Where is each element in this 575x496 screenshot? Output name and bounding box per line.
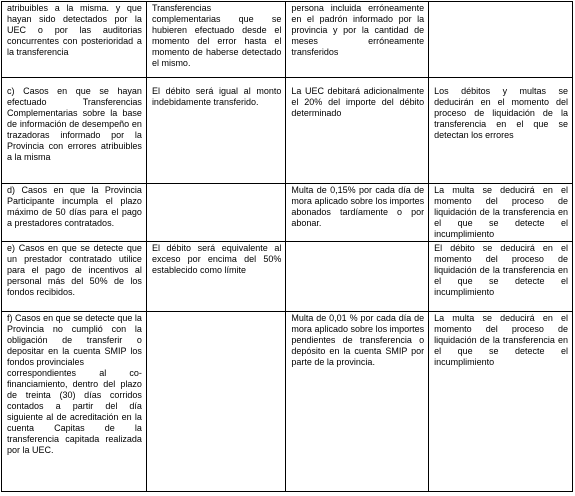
table-cell: Multa de 0,15% por cada día de mora aplicado sobre los importes abonados tardíamente o por abonar. (286, 184, 429, 242)
table-cell: La UEC debitará adicionalmente el 20% del importe del débito determinado (286, 78, 429, 184)
table-cell: Multa de 0,01 % por cada día de mora aplicado sobre los importes pendientes de transferencia o depósito en la cuenta SMIP por parte de la provincia. (286, 312, 429, 492)
cell-text-continuation: correspondientes al co-financiamiento, dentro del plazo de treinta (30) días corridos contados a partir del día siguiente al de acreditación en la cuenta Capitas de la transferencia capitada realizada por la UEC. (7, 368, 142, 455)
table-row (2, 78, 573, 184)
table-row (2, 312, 573, 492)
table-cell (146, 184, 285, 242)
table-cell: El débito será igual al monto indebidamente transferido. (146, 78, 285, 184)
table-cell: d) Casos en que la Provincia Participante incumpla el plazo máximo de 50 días para el pago a prestadores contratados. (2, 184, 147, 242)
table-cell: atribuibles a la misma. y que hayan sido detectados por la UEC o por las auditorias concurrentes con posterioridad a la transferencia (2, 2, 147, 78)
table-row (2, 184, 573, 242)
penalties-table (1, 1, 573, 492)
table-row (2, 2, 573, 78)
table-cell (429, 2, 573, 78)
table-cell: El débito será equivalente al exceso por encima del 50% establecido como límite (146, 242, 285, 312)
table-cell: Los débitos y multas se deducirán en el momento del proceso de liquidación de la transferencia en el que se detectan los errores (429, 78, 573, 184)
table-cell: La multa se deducirá en el momento del proceso de liquidación de la transferencia en el que se detecte el incumplimiento (429, 184, 573, 242)
table-cell (2, 312, 147, 492)
table-cell (286, 242, 429, 312)
table-cell: El débito se deducirá en el momento del proceso de liquidación de la transferencia en el que se detecte el incumplimiento (429, 242, 573, 312)
table-row (2, 242, 573, 312)
cell-text: f) Casos en que se detecte que la Provincia no cumplió con la obligación de transferir o depositar en la cuenta SMIP los fondos provinciales (7, 313, 142, 367)
table-cell: c) Casos en que se hayan efectuado Transferencias Complementarias sobre la base de información de desempeño en trazadoras informado por la Provincia con errores atribuibles a la misma (2, 78, 147, 184)
table-cell: e) Casos en que se detecte que un prestador contratado utilice para el pago de incentivos al personal más del 50% de los fondos recibidos. (2, 242, 147, 312)
table-cell: La multa se deducirá en el momento del proceso de liquidación de la transferencia en el que se detecte el incumplimiento (429, 312, 573, 492)
table-cell: persona incluida erróneamente en el padrón informado por la provincia y por la cantidad de meses erróneamente transferidos (286, 2, 429, 78)
table-cell: Transferencias complementarias que se hubieren efectuado desde el momento del error hasta el momento de haberse detectado el mismo. (146, 2, 285, 78)
table-cell (146, 312, 285, 492)
